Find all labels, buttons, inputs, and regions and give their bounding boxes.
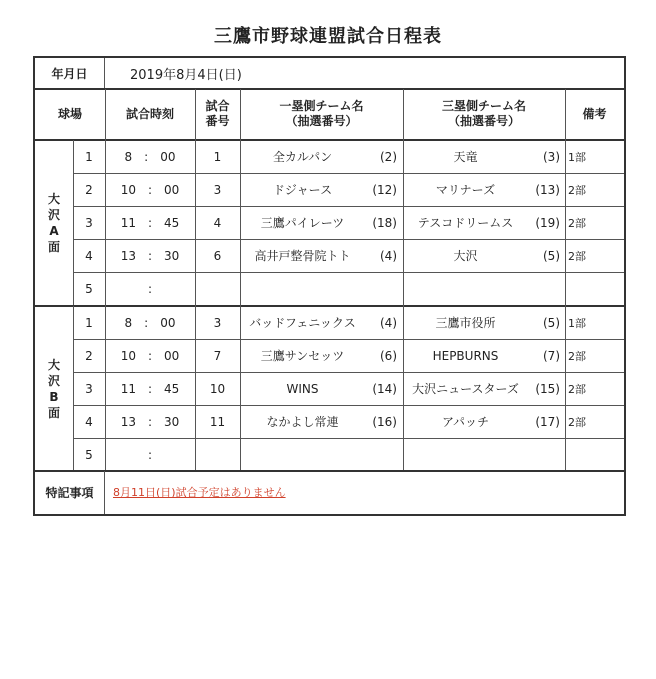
header-remarks: 備考 [582,106,607,121]
first-base-team: 高井戸整骨院トト [254,249,351,263]
first-base-team [240,438,365,471]
first-base-team: なかよし常連 [266,415,339,429]
col-line [565,89,566,470]
game-time: 13 : 30 [120,415,180,429]
game-number: 6 [213,248,222,263]
remark: 2部 [568,216,586,230]
game-time: 10 : 00 [120,349,180,363]
date-value: 2019年8月4日(日) [130,67,242,83]
first-base-team: WINS [286,381,319,396]
header-game-no [195,89,240,139]
col-line [240,89,241,470]
date-label: 年月日 [35,58,105,88]
court-label [35,306,73,471]
court-label-char: 大 [47,191,60,206]
row-number: 5 [85,281,93,296]
third-base-team: 大沢 [453,249,478,263]
game-time: : [147,281,153,296]
game-time: 10 : 00 [120,183,180,197]
first-base-lot: (16) [372,414,397,429]
game-number [195,272,240,305]
court-label-char: 沢 [47,373,60,388]
first-base-lot [365,272,397,305]
game-number: 3 [213,315,222,330]
court-label-char: 面 [47,405,60,420]
court-label-char: 沢 [47,207,60,222]
third-base-lot: (13) [535,182,560,197]
third-base-lot [528,438,560,471]
first-base-lot: (4) [380,248,397,263]
header-field: 球場 [57,106,82,121]
header-game-no-line1: 試合 [205,99,230,113]
notes-label: 特記事項 [35,471,105,514]
third-base-team: テスコドリームス [417,216,514,230]
first-base-team: バッドフェニックス [249,316,356,330]
first-base-team: 三鷹サンセッツ [260,349,345,363]
notes-text: 8月11日(日)試合予定はありません [113,486,286,499]
game-time: : [147,447,153,462]
game-number: 1 [213,149,222,164]
first-base-lot: (14) [372,381,397,396]
header-third-line2: （抽選番号） [447,114,520,128]
row-number: 1 [85,315,93,330]
third-base-team: HEPBURNS [432,348,499,363]
third-base-lot [528,272,560,305]
first-base-team: ドジャース [272,183,333,197]
third-base-lot: (17) [535,414,560,429]
header-first-base [240,89,403,139]
col-line [105,89,106,470]
row-number: 2 [85,348,93,363]
first-base-team: 全カルパン [272,150,333,164]
first-base-lot: (6) [380,348,397,363]
first-base-lot: (4) [380,315,397,330]
game-number: 4 [213,215,222,230]
third-base-lot: (3) [543,149,560,164]
game-time: 8 : 00 [124,150,176,164]
third-base-team: アパッチ [441,415,490,429]
header-time: 試合時刻 [125,106,174,121]
third-base-team: 天竜 [453,150,478,164]
schedule-table [33,56,626,516]
first-base-lot: (2) [380,149,397,164]
court-label-char: 大 [47,357,60,372]
third-base-team [403,272,528,305]
header-first-line2: （抽選番号） [285,114,358,128]
third-base-lot: (15) [535,381,560,396]
game-time: 8 : 00 [124,316,176,330]
remark: 1部 [568,316,586,330]
game-number [195,438,240,471]
row-number: 3 [85,215,93,230]
remark: 2部 [568,382,586,396]
third-base-lot: (5) [543,248,560,263]
notes-row [35,471,624,514]
row-number: 2 [85,182,93,197]
third-base-team: マリナーズ [435,183,496,197]
row-number: 3 [85,381,93,396]
first-base-team: 三鷹パイレーツ [260,216,345,230]
first-base-lot: (18) [372,215,397,230]
header-game-no-line2: 番号 [205,114,230,128]
date-row [35,58,624,88]
game-number: 7 [213,348,222,363]
col-line [403,89,404,470]
remark: 1部 [568,150,586,164]
third-base-team: 三鷹市役所 [435,316,496,330]
row-number: 4 [85,414,93,429]
third-base-team [403,438,528,471]
game-number: 3 [213,182,222,197]
row-number: 4 [85,248,93,263]
header-first-line1: 一塁側チーム名 [279,99,364,113]
game-number: 11 [209,414,226,429]
row-number: 1 [85,149,93,164]
first-base-lot: (12) [372,182,397,197]
court-label-char: 面 [47,239,60,254]
header-third-line1: 三塁側チーム名 [441,99,526,113]
court-label [35,140,73,305]
court-label-char: A [49,223,59,238]
row-number: 5 [85,447,93,462]
third-base-lot: (7) [543,348,560,363]
court-label-char: B [49,389,59,404]
remark: 2部 [568,415,586,429]
third-base-lot: (5) [543,315,560,330]
col-line [195,89,196,470]
remark: 2部 [568,249,586,263]
game-time: 11 : 45 [120,216,180,230]
first-base-lot [365,438,397,471]
remark [568,272,618,305]
remark: 2部 [568,183,586,197]
first-base-team [240,272,365,305]
third-base-lot: (19) [535,215,560,230]
page-title: 三鷹市野球連盟試合日程表 [214,26,442,47]
header-row [35,89,624,139]
game-time: 11 : 45 [120,382,180,396]
game-number: 10 [209,381,226,396]
remark: 2部 [568,349,586,363]
remark [568,438,618,471]
game-time: 13 : 30 [120,249,180,263]
header-third-base [403,89,565,139]
third-base-team: 大沢ニュースターズ [412,382,519,396]
